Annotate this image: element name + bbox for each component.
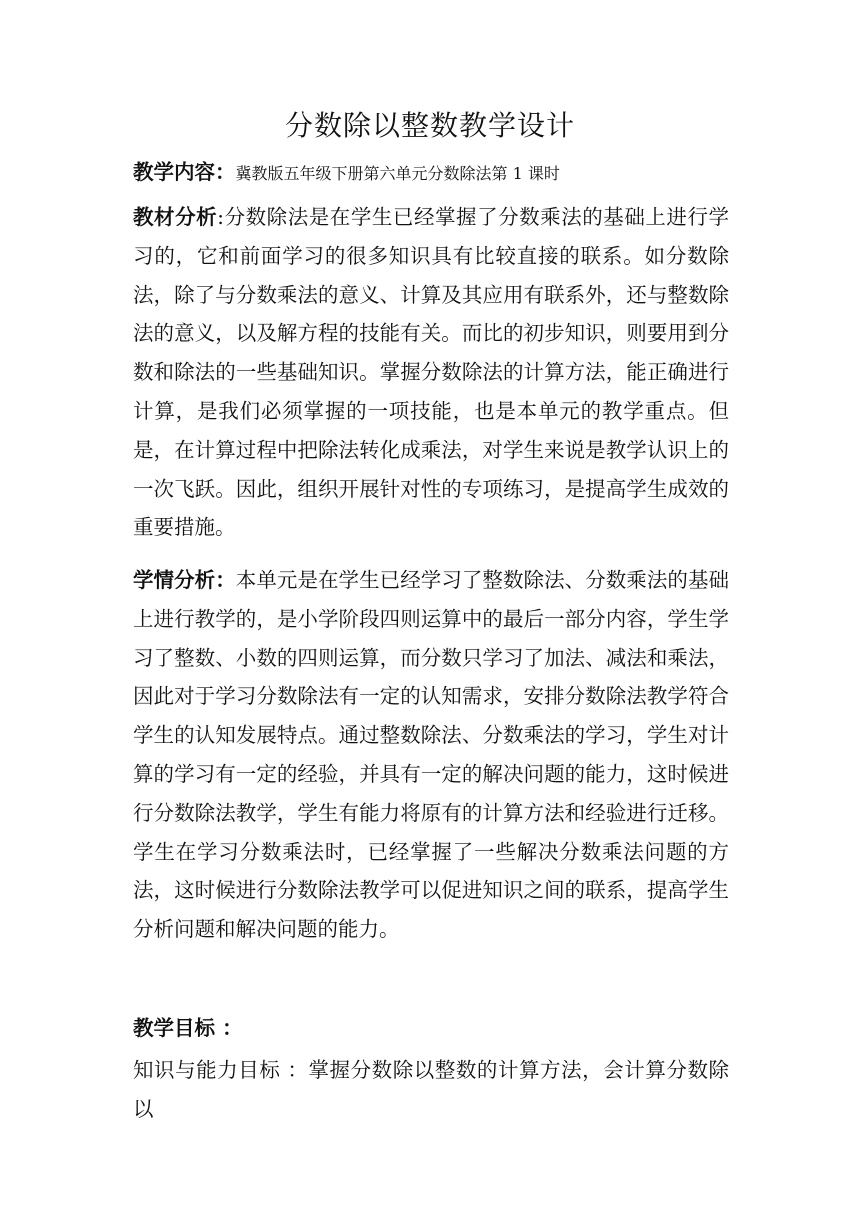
teaching-goals-label: 教学目标 ：	[133, 1016, 243, 1040]
material-analysis-paragraph	[133, 198, 729, 547]
material-analysis-label: 教材分析	[133, 205, 218, 229]
teaching-content-label: 教学内容：	[133, 160, 236, 184]
document-title: 分数除以整数教学设计	[284, 109, 575, 142]
knowledge-ability-goal	[133, 1051, 729, 1129]
student-analysis-paragraph	[133, 561, 729, 949]
teaching-content-line	[133, 153, 729, 194]
student-analysis-label: 学情分析：	[133, 568, 236, 592]
student-analysis-text: 本单元是在学生已经学习了整数除法、分数乘法的基础上进行教学的，是小学阶段四则运算中的最后一部分内容，学生学习了整数、小数的四则运算，而分数只学习了加法、减法和乘法，因此对于学习分数除法有一定的认知需求，安排分数除法教学符合学生的认知发展特点。通过整数除法、分数乘法的学习，学生对计算的学习有一定的经验，并具有一定的解决问题的能力，这时候进行分数除法教学，学生有能力将原有的计算方法和经验进行迁移。学生在学习分数乘法时，已经掌握了一些解决分数乘法问题的方法，这时候进行分数除法教学可以促进知识之间的联系，提高学生分析问题和解决问题的能力。	[133, 568, 730, 942]
teaching-goals-heading	[133, 1009, 729, 1048]
teaching-content-text: 冀教版五年级下册第六单元分数除法第 1 课时	[235, 164, 560, 183]
material-analysis-text: :分数除法是在学生已经掌握了分数乘法的基础上进行学习的，它和前面学习的很多知识具有比较直接的联系。如分数除法，除了与分数乘法的意义、计算及其应用有联系外，还与整数除法的意义，以及解方程的技能有关。而比的初步知识，则要用到分数和除法的一些基础知识。掌握分数除法的计算方法，能正确进行计算，是我们必须掌握的一项技能，也是本单元的教学重点。但是，在计算过程中把除法转化成乘法，对学生来说是教学认识上的一次飞跃。因此，组织开展针对性的专项练习，是提高学生成效的重要措施。	[133, 205, 729, 540]
knowledge-ability-text: 掌握分数除以整数的计算方法，会计算分数除以	[133, 1058, 729, 1121]
knowledge-ability-label: 知识与能力目标 ：	[133, 1058, 309, 1082]
